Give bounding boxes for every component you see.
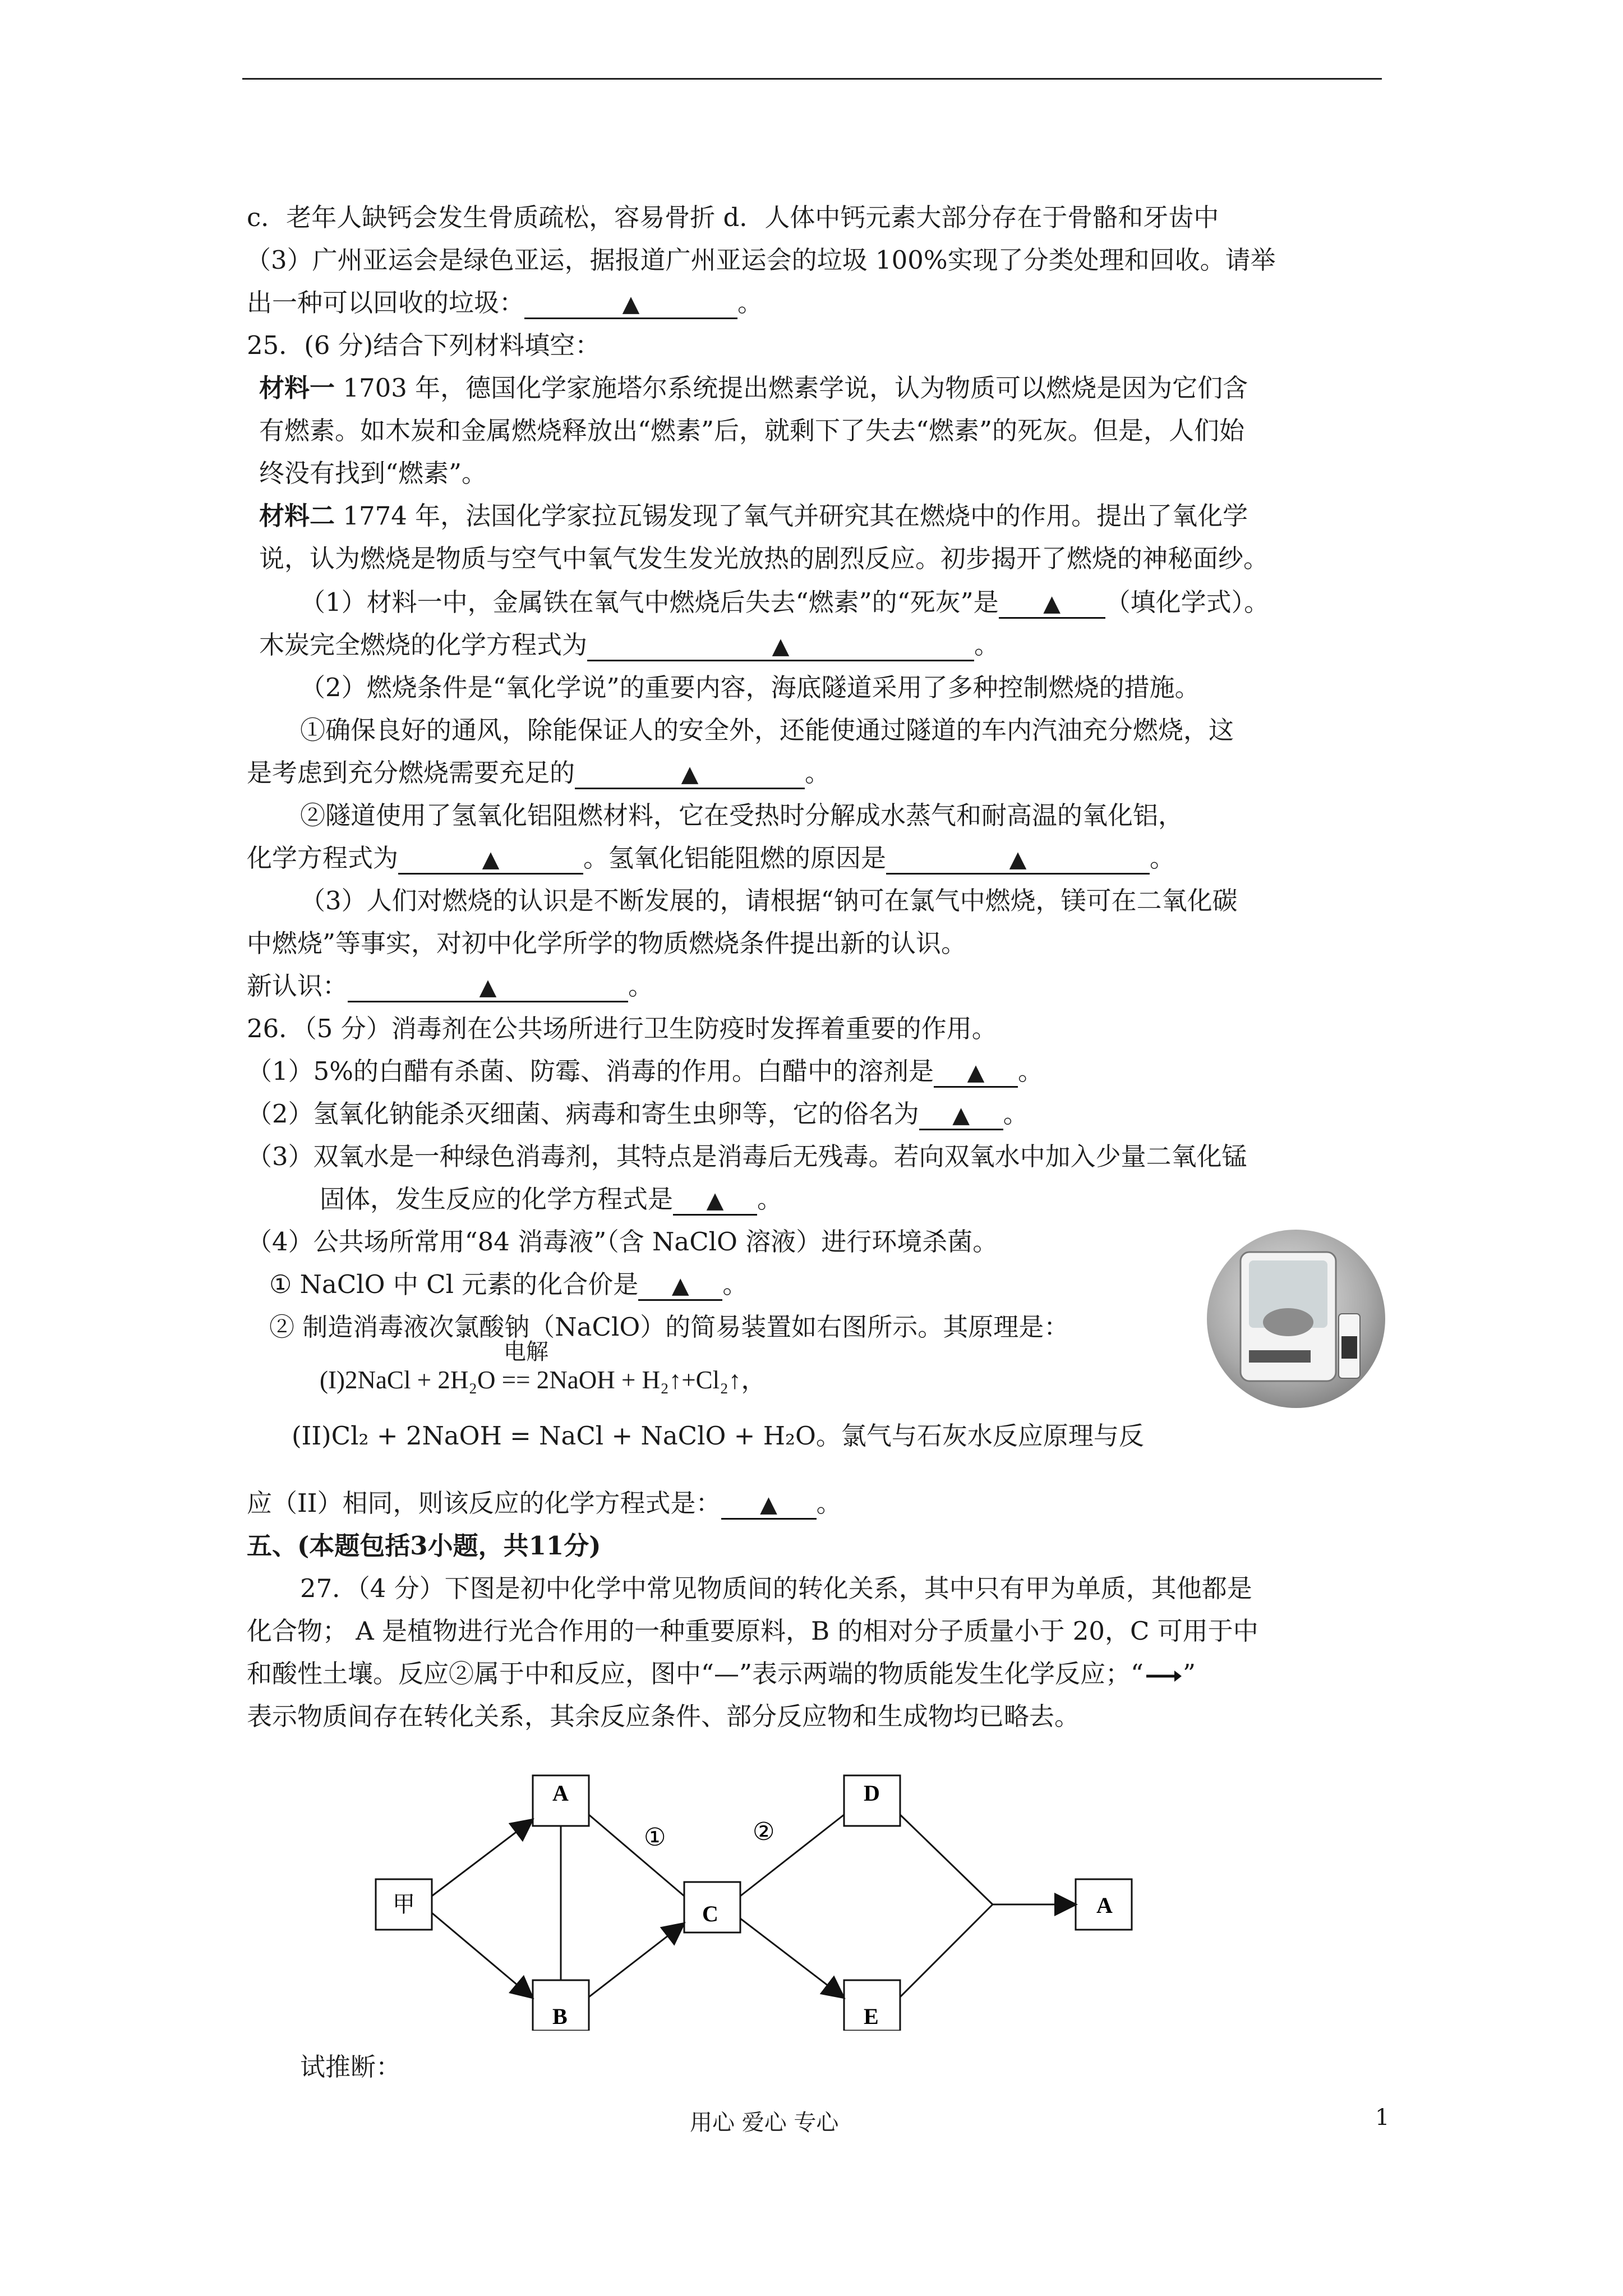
q25-2-1-line1: ①确保良好的通风，除能保证人的安全外，还能使通过隧道的车内汽油充分燃烧，这	[300, 715, 1234, 745]
try-infer: 试推断：	[300, 2052, 402, 2082]
electrolysis-label: 电解	[504, 1339, 548, 1365]
q26-4: （4）公共场所常用“84 消毒液”（含 NaClO 溶液）进行环境杀菌。	[247, 1227, 998, 1257]
q26-3-line2: 固体，发生反应的化学方程式是 ▲ 。	[320, 1182, 782, 1216]
q27-line2: 化合物； A 是植物进行光合作用的一种重要原料，B 的相对分子质量小于 20，C 可用于中	[247, 1616, 1258, 1646]
answer-blank[interactable]: ▲	[934, 1058, 1018, 1088]
q26-4-2: ② 制造消毒液次氯酸钠（NaClO）的简易装置如右图所示。其原理是：	[269, 1312, 1069, 1342]
label-d: D	[864, 1780, 880, 1806]
answer-blank[interactable]: ▲	[587, 632, 974, 661]
q26-heading: 26．（5 分）消毒剂在公共场所进行卫生防疫时发挥着重要的作用。	[247, 1014, 997, 1043]
material2-line1: 材料二 1774 年，法国化学家拉瓦锡发现了氧气并研究其在燃烧中的作用。提出了氧化学	[259, 501, 1248, 531]
q25-1-line2: 木炭完全燃烧的化学方程式为 ▲ 。	[259, 628, 999, 662]
label-b: B	[552, 2004, 568, 2029]
label-e: E	[864, 2004, 879, 2029]
q26-end: 应（II）相同，则该反应的化学方程式是： ▲ 。	[247, 1487, 842, 1520]
answer-blank[interactable]: ▲	[638, 1271, 722, 1301]
conversion-diagram	[336, 1761, 1178, 2031]
answer-blank[interactable]: ▲	[524, 289, 737, 319]
answer-blank[interactable]: ▲	[886, 845, 1150, 875]
q26-2: （2）氢氧化钠能杀灭细菌、病毒和寄生虫卵等，它的俗名为 ▲ 。	[247, 1097, 1029, 1131]
answer-blank[interactable]: ▲	[673, 1186, 757, 1216]
material1-line3: 终没有找到“燃素”。	[259, 458, 487, 488]
q25-3-line3: 新认识： ▲ 。	[247, 969, 653, 1003]
q25-heading: 25．(6 分)结合下列材料填空：	[247, 330, 601, 360]
label-a: A	[552, 1780, 569, 1806]
equation-1: (I)2NaCl + 2H₂O == 2NaOH + H₂↑+Cl₂↑，	[320, 1366, 767, 1394]
material2-line2: 说，认为燃烧是物质与空气中氧气发生发光放热的剧烈反应。初步揭开了燃烧的神秘面纱。	[259, 544, 1269, 573]
q26-3-line1: （3）双氧水是一种绿色消毒剂，其特点是消毒后无残毒。若向双氧水中加入少量二氧化锰	[247, 1142, 1247, 1171]
arrow-icon	[1144, 1668, 1183, 1685]
q24-3-line1: （3）广州亚运会是绿色亚运，据报道广州亚运会的垃圾 100%实现了分类处理和回收。请举	[246, 245, 1276, 275]
q25-3-line1: （3）人们对燃烧的认识是不断发展的，请根据“钠可在氯气中燃烧，镁可在二氧化碳	[300, 886, 1238, 915]
option-c-d-line: c．老年人缺钙会发生骨质疏松，容易骨折 d．人体中钙元素大部分存在于骨骼和牙齿中	[247, 203, 1219, 232]
disinfectant-device-photo	[1207, 1230, 1385, 1408]
answer-blank[interactable]: ▲	[348, 973, 628, 1002]
q24-3-line2: 出一种可以回收的垃圾： ▲ 。	[247, 286, 763, 320]
q27-line1: 27．（4 分）下图是初中化学中常见物质间的转化关系，其中只有甲为单质，其他都是	[300, 1573, 1252, 1603]
page-number: 1	[1375, 2105, 1390, 2131]
q25-2: （2）燃烧条件是“氧化学说”的重要内容，海底隧道采用了多种控制燃烧的措施。	[300, 673, 1200, 702]
label-c: C	[702, 1901, 718, 1926]
material1-line1: 材料一 1703 年，德国化学家施塔尔系统提出燃素学说，认为物质可以燃烧是因为它们含	[259, 373, 1248, 403]
label-a2: A	[1096, 1893, 1113, 1918]
answer-blank[interactable]: ▲	[999, 589, 1105, 619]
answer-blank[interactable]: ▲	[721, 1490, 817, 1520]
q25-2-2-line2: 化学方程式为 ▲ 。氢氧化铝能阻燃的原因是 ▲ 。	[247, 841, 1175, 875]
q26-4-1: ① NaClO 中 Cl 元素的化合价是 ▲ 。	[269, 1268, 748, 1301]
equation-2: (II)Cl₂ + 2NaOH = NaCl + NaClO + H₂O。氯气与石灰水反应原理与反	[292, 1421, 1144, 1451]
header-rule	[242, 78, 1382, 80]
q26-1: （1）5%的白醋有杀菌、防霉、消毒的作用。白醋中的溶剂是 ▲ 。	[247, 1055, 1043, 1088]
page-footer: 用心 爱心 专心	[690, 2110, 839, 2136]
answer-blank[interactable]: ▲	[398, 845, 583, 875]
label-jia: 甲	[393, 1892, 415, 1917]
q27-line4: 表示物质间存在转化关系，其余反应条件、部分反应物和生成物均已略去。	[247, 1701, 1080, 1731]
q25-2-2-line1: ②隧道使用了氢氧化铝阻燃材料，它在受热时分解成水蒸气和耐高温的氧化铝，	[300, 800, 1184, 830]
material1-line2: 有燃素。如木炭和金属燃烧释放出“燃素”后，就剩下了失去“燃素”的死灰。但是，人们始	[259, 416, 1245, 445]
answer-blank[interactable]: ▲	[575, 760, 805, 789]
q25-3-line2: 中燃烧”等事实，对初中化学所学的物质燃烧条件提出新的认识。	[247, 928, 967, 958]
q27-line3: 和酸性土壤。反应②属于中和反应，图中“—”表示两端的物质能发生化学反应；“ ”	[247, 1659, 1196, 1688]
reaction-2-label: ②	[753, 1818, 775, 1846]
q25-2-1-line2: 是考虑到充分燃烧需要充足的 ▲ 。	[247, 756, 830, 790]
answer-blank[interactable]: ▲	[919, 1101, 1003, 1130]
section-5-heading: 五、(本题包括3小题，共11分)	[247, 1531, 601, 1561]
q25-1-line1: （1）材料一中，金属铁在氧气中燃烧后失去“燃素”的“死灰”是 ▲ （填化学式）。	[300, 586, 1269, 619]
reaction-1-label: ①	[644, 1823, 666, 1852]
